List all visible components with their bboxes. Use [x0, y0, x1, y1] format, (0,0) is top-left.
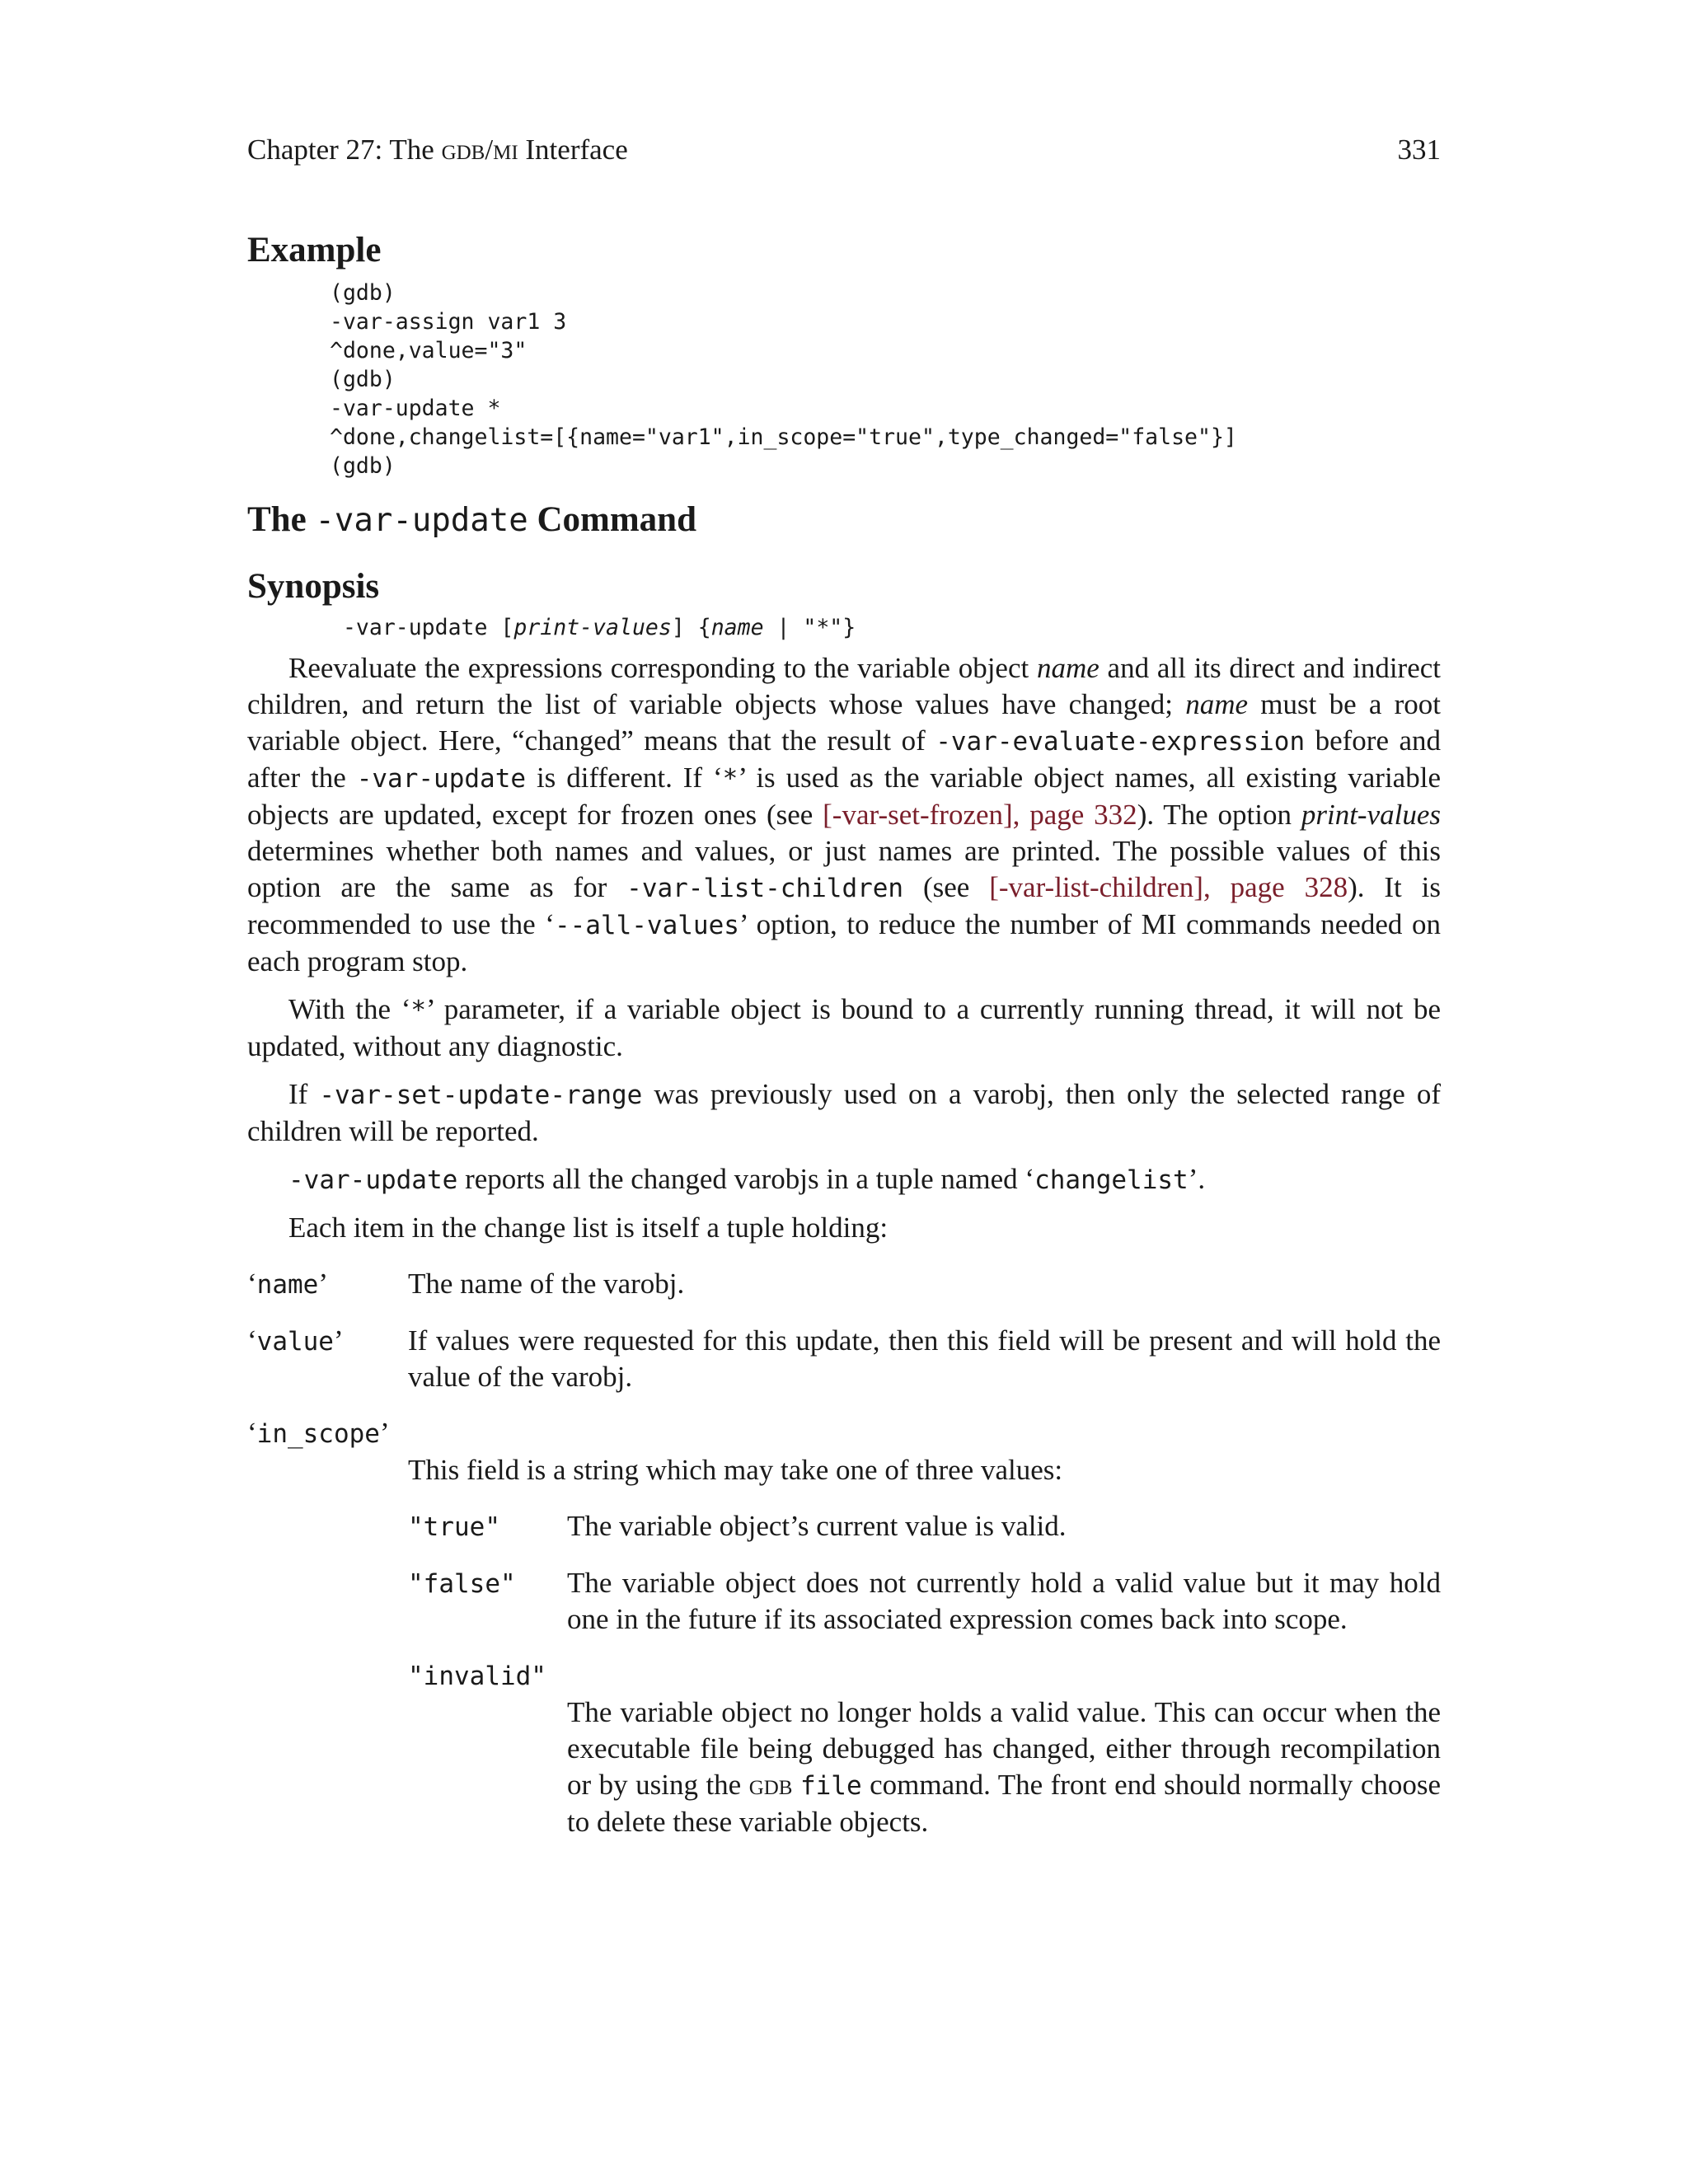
- field-term: ‘name’: [247, 1268, 328, 1300]
- page-header: [247, 132, 1441, 168]
- value-definition: The variable object does not currently hold a valid value but it may hold one in the future if its associated expression comes back into scope.: [567, 1567, 1441, 1635]
- paragraph-star-parameter: With the ‘*’ parameter, if a variable object is bound to a currently running thread, it will not be updated, without any diagnostic.: [247, 993, 1442, 1062]
- field-name: [247, 1266, 1441, 1303]
- synopsis-heading: Synopsis: [247, 567, 380, 606]
- field-term: ‘value’: [247, 1324, 344, 1357]
- value-term: "invalid": [408, 1661, 546, 1691]
- field-definition: If values were requested for this update, then this field will be present and will hold the value of the varobj.: [408, 1324, 1441, 1393]
- command-heading: The -var-update Command: [247, 500, 696, 539]
- field-list: [247, 1266, 1441, 1840]
- field-definition: This field is a string which may take one of three values: "true" The variable object’s current value is valid. "false" The variable object does not currently hold a valid value but it may hold one in the future if its associated expression comes back into scope. "invalid" The variable object no longer holds a valid value. This can occur when the executable file being debugged has changed, either through recompilation or by using the gdb file command. The front end should normally choose to delete these variable objects.: [408, 1452, 1441, 1840]
- example-heading: Example: [247, 231, 382, 269]
- field-definition: The name of the varobj.: [408, 1268, 685, 1300]
- value-true: [408, 1508, 1441, 1545]
- field-value: [247, 1323, 1441, 1395]
- link-var-list-children[interactable]: [-var-list-children], page 328: [989, 871, 1348, 903]
- field-in-scope: [247, 1415, 1441, 1840]
- link-var-set-frozen[interactable]: [-var-set-frozen], page 332: [823, 799, 1137, 831]
- paragraph-changelist: -var-update reports all the changed varobjs in a tuple named ‘changelist’.: [288, 1163, 1206, 1195]
- value-term: "false": [408, 1569, 516, 1599]
- paragraph-description: Reevaluate the expressions corresponding to the variable object name and all its direct and indirect children, and return the list of variable objects whose values have changed; name must be a root variable object. Here, “changed” means that the result of -var-evaluate-expression before and after the -var-update is different. If ‘*’ is used as the variable object names, all existing variable objects are updated, except for frozen ones (see [-var-set-frozen], page 332). The option print-values determines whether both names and values, or just names are printed. The possible values of this option are the same as for -var-list-children (see [-var-list-children], page 328). It is recommended to use the ‘--all-values’ option, to reduce the number of MI commands needed on each program stop.: [247, 652, 1441, 977]
- value-definition: The variable object’s current value is valid.: [567, 1510, 1067, 1542]
- value-definition: The variable object no longer holds a valid value. This can occur when the executable file being debugged has changed, either through recompilation or by using the gdb file command. The front end should normally choose to delete these variable objects.: [567, 1696, 1442, 1838]
- document-page: [247, 132, 1441, 1840]
- page-number: 331: [1397, 134, 1441, 166]
- value-term: "true": [408, 1512, 500, 1542]
- value-false: [408, 1565, 1441, 1638]
- chapter-title: Chapter 27: The gdb/mi Interface: [247, 134, 628, 166]
- paragraph-update-range: If -var-set-update-range was previously used on a varobj, then only the selected range of children will be reported.: [247, 1078, 1442, 1147]
- synopsis-code: -var-update [print-values] {name | "*"}: [330, 615, 856, 640]
- paragraph-tuple-items: Each item in the change list is itself a tuple holding:: [288, 1212, 889, 1244]
- value-invalid: [408, 1657, 1441, 1840]
- field-term: ‘in_scope’: [247, 1417, 390, 1449]
- example-code-block: (gdb) -var-assign var1 3 ^done,value="3" (gdb) -var-update * ^done,changelist=[{name="var1",in_scope="true",type_changed="false"}] (gdb): [330, 280, 1237, 479]
